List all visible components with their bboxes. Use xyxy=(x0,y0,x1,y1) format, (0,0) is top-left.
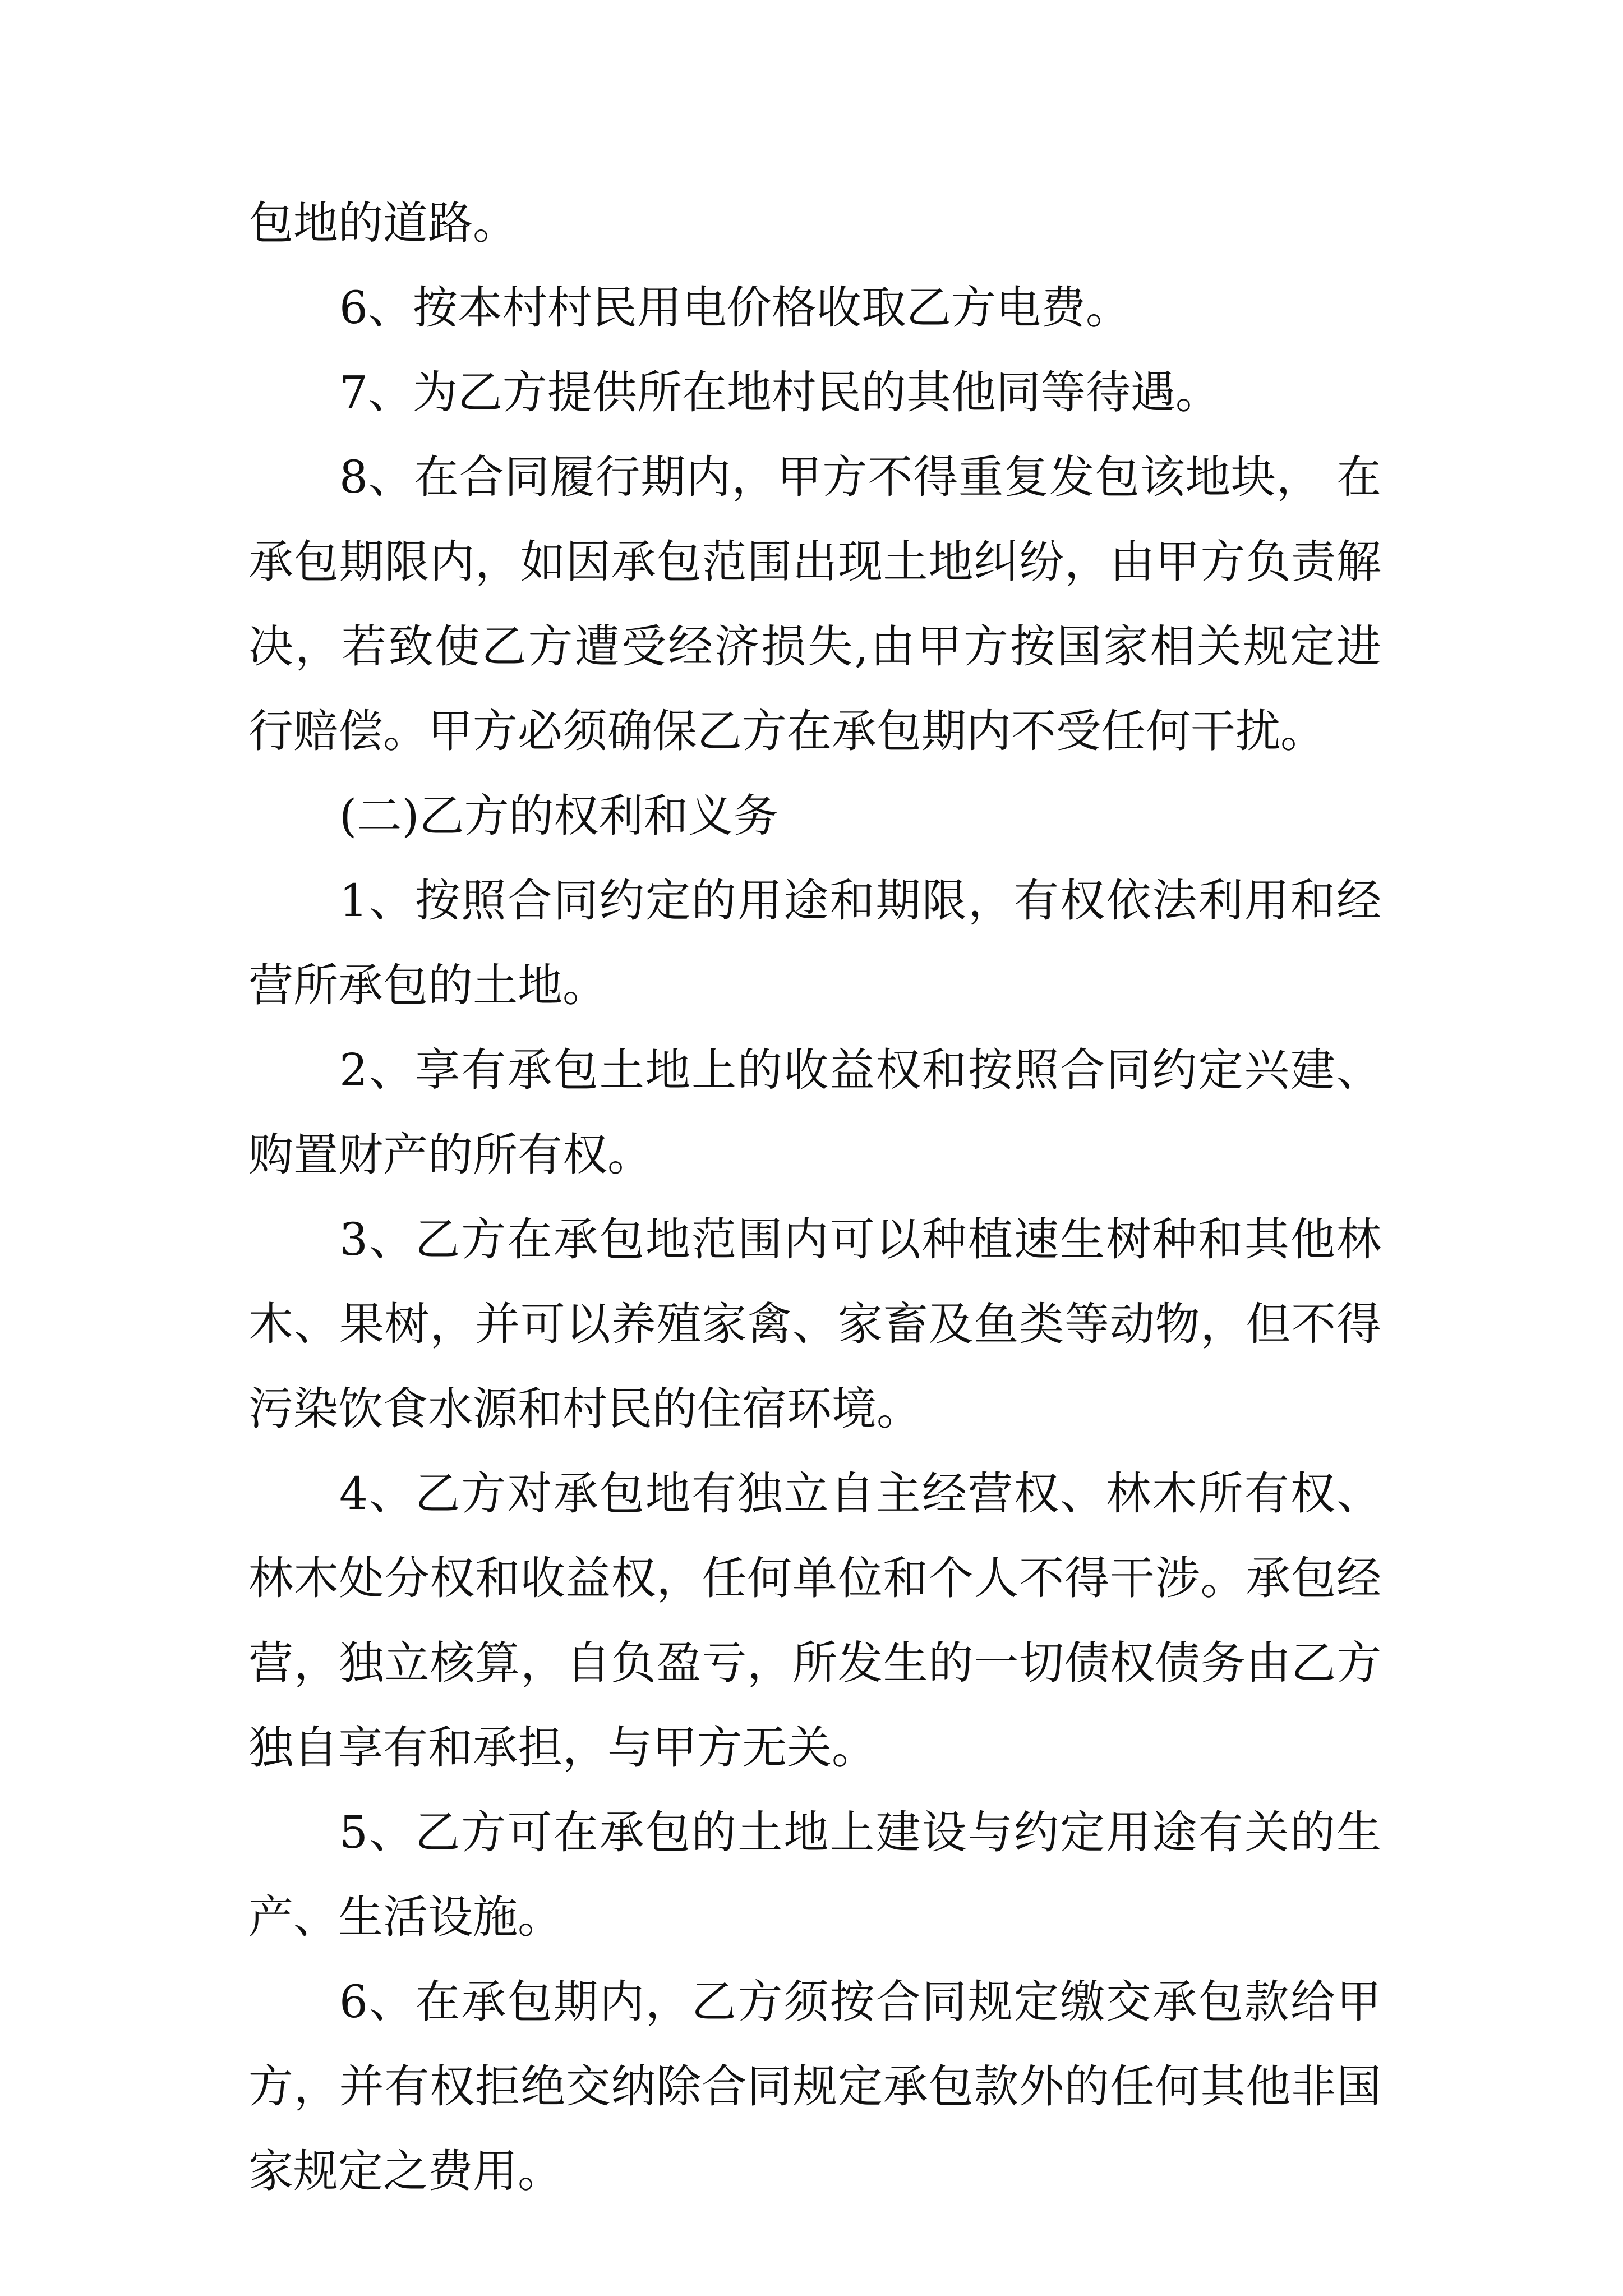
paragraph-item-8-no-repeat-lease: 8、在合同履行期内，甲方不得重复发包该地块， 在承包期限内，如因承包范围出现土地纠纷，由甲方负责解决，若致使乙方遭受经济损失,由甲方按国家相关规定进行赔偿。甲方必须确保乙方在承包期内不受任何干扰。 xyxy=(248,451,1381,757)
paragraph-continuation: 包地的道路。 xyxy=(248,197,518,249)
paragraph-b-item-2: 2、享有承包土地上的收益权和按照合同约定兴建、购置财产的所有权。 xyxy=(248,1044,1381,1181)
section-heading-party-b-rights: (二)乙方的权利和义务 xyxy=(339,790,778,842)
paragraph-b-item-1: 1、按照合同约定的用途和期限，有权依法利用和经营所承包的土地。 xyxy=(248,875,1381,1011)
paragraph-b-item-4: 4、乙方对承包地有独立自主经营权、林木所有权、林木处分权和收益权，任何单位和个人不得干涉。承包经营，独立核算，自负盈亏，所发生的一切债权债务由乙方独自享有和承担，与甲方无关。 xyxy=(248,1467,1381,1774)
paragraph-item-7-equal-treatment: 7、为乙方提供所在地村民的其他同等待遇。 xyxy=(339,366,1220,418)
paragraph-b-item-5: 5、乙方可在承包的土地上建设与约定用途有关的生产、生活设施。 xyxy=(248,1806,1381,1943)
document-body xyxy=(248,181,1381,2214)
paragraph-b-item-3: 3、乙方在承包地范围内可以种植速生树种和其他林木、果树，并可以养殖家禽、家畜及鱼类等动物，但不得污染饮食水源和村民的住宿环境。 xyxy=(248,1213,1381,1435)
paragraph-item-6-electricity: 6、按本村村民用电价格收取乙方电费。 xyxy=(339,282,1131,334)
paragraph-b-item-6: 6、在承包期内，乙方须按合同规定缴交承包款给甲方，并有权拒绝交纳除合同规定承包款外的任何其他非国家规定之费用。 xyxy=(248,1976,1381,2197)
